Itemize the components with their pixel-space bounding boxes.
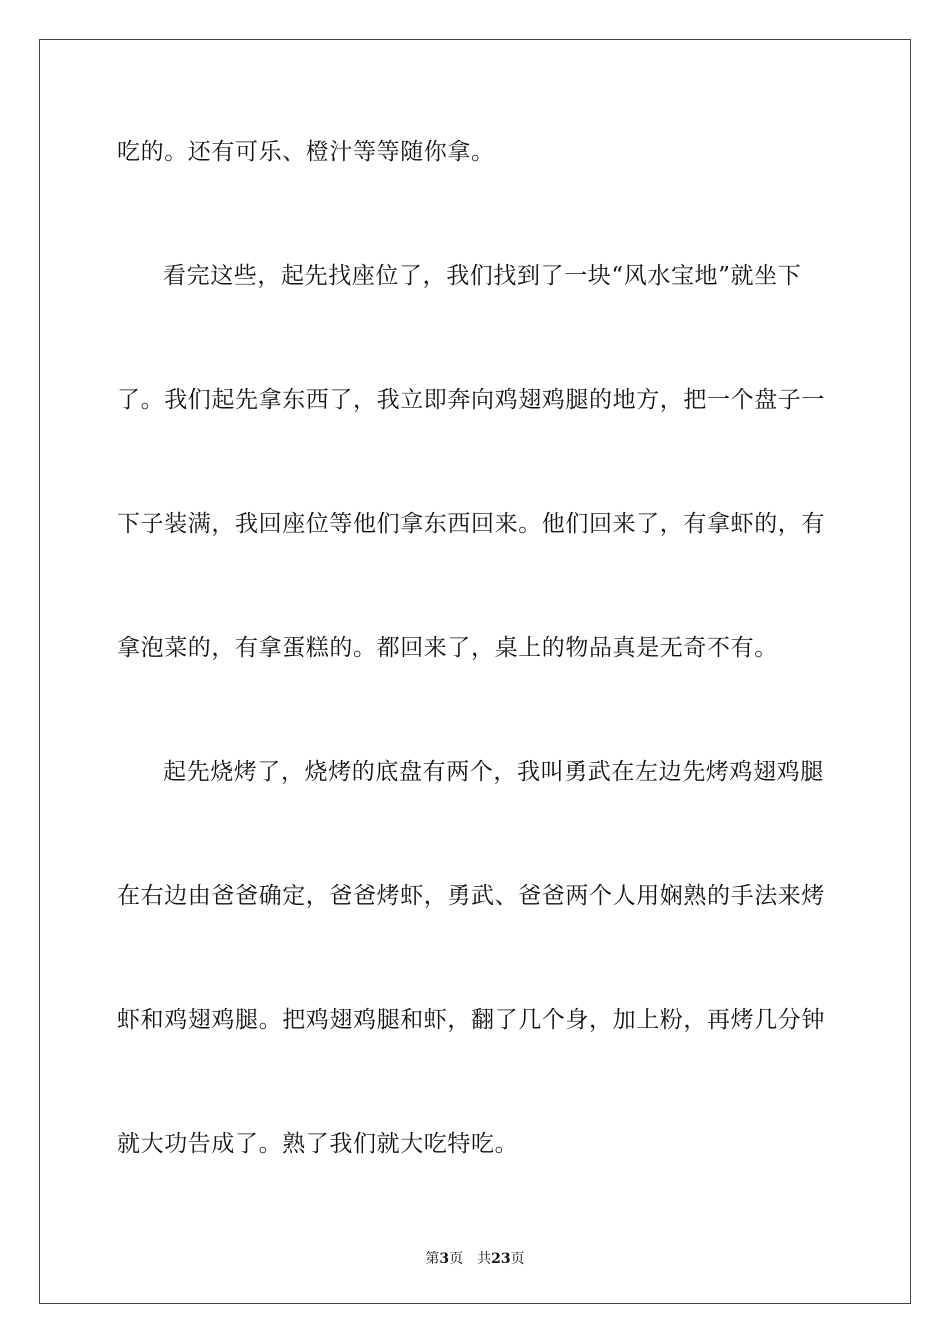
text-line-8: 虾和鸡翅鸡腿。把鸡翅鸡腿和虾，翻了几个身，加上粉，再烤几分钟 — [117, 1007, 825, 1033]
page-prefix: 第 — [425, 1251, 440, 1267]
text-line-6: 起先烧烤了，烧烤的底盘有两个，我叫勇武在左边先烤鸡翅鸡腿 — [163, 759, 824, 785]
page-number-label — [425, 1251, 463, 1267]
text-line-1: 吃的。还有可乐、橙汁等等随你拿。 — [117, 139, 495, 165]
total-suffix: 页 — [510, 1251, 525, 1267]
text-line-9: 就大功告成了。熟了我们就大吃特吃。 — [117, 1131, 519, 1157]
text-line-4: 下子装满，我回座位等他们拿东西回来。他们回来了，有拿虾的，有 — [117, 511, 825, 537]
page-footer — [0, 1248, 950, 1268]
page-border — [39, 39, 911, 1304]
text-line-7: 在右边由爸爸确定，爸爸烤虾，勇武、爸爸两个人用娴熟的手法来烤 — [117, 883, 825, 909]
page-suffix: 页 — [449, 1251, 464, 1267]
text-line-5: 拿泡菜的，有拿蛋糕的。都回来了，桌上的物品真是无奇不有。 — [117, 635, 778, 661]
total-pages: 23 — [491, 1251, 511, 1267]
page-number: 3 — [439, 1251, 450, 1267]
total-prefix: 共 — [477, 1251, 492, 1267]
text-line-2: 看完这些，起先找座位了，我们找到了一块“风水宝地”就坐下 — [163, 263, 802, 289]
total-pages-label — [477, 1251, 524, 1267]
text-line-3: 了。我们起先拿东西了，我立即奔向鸡翅鸡腿的地方，把一个盘子一 — [117, 387, 825, 413]
